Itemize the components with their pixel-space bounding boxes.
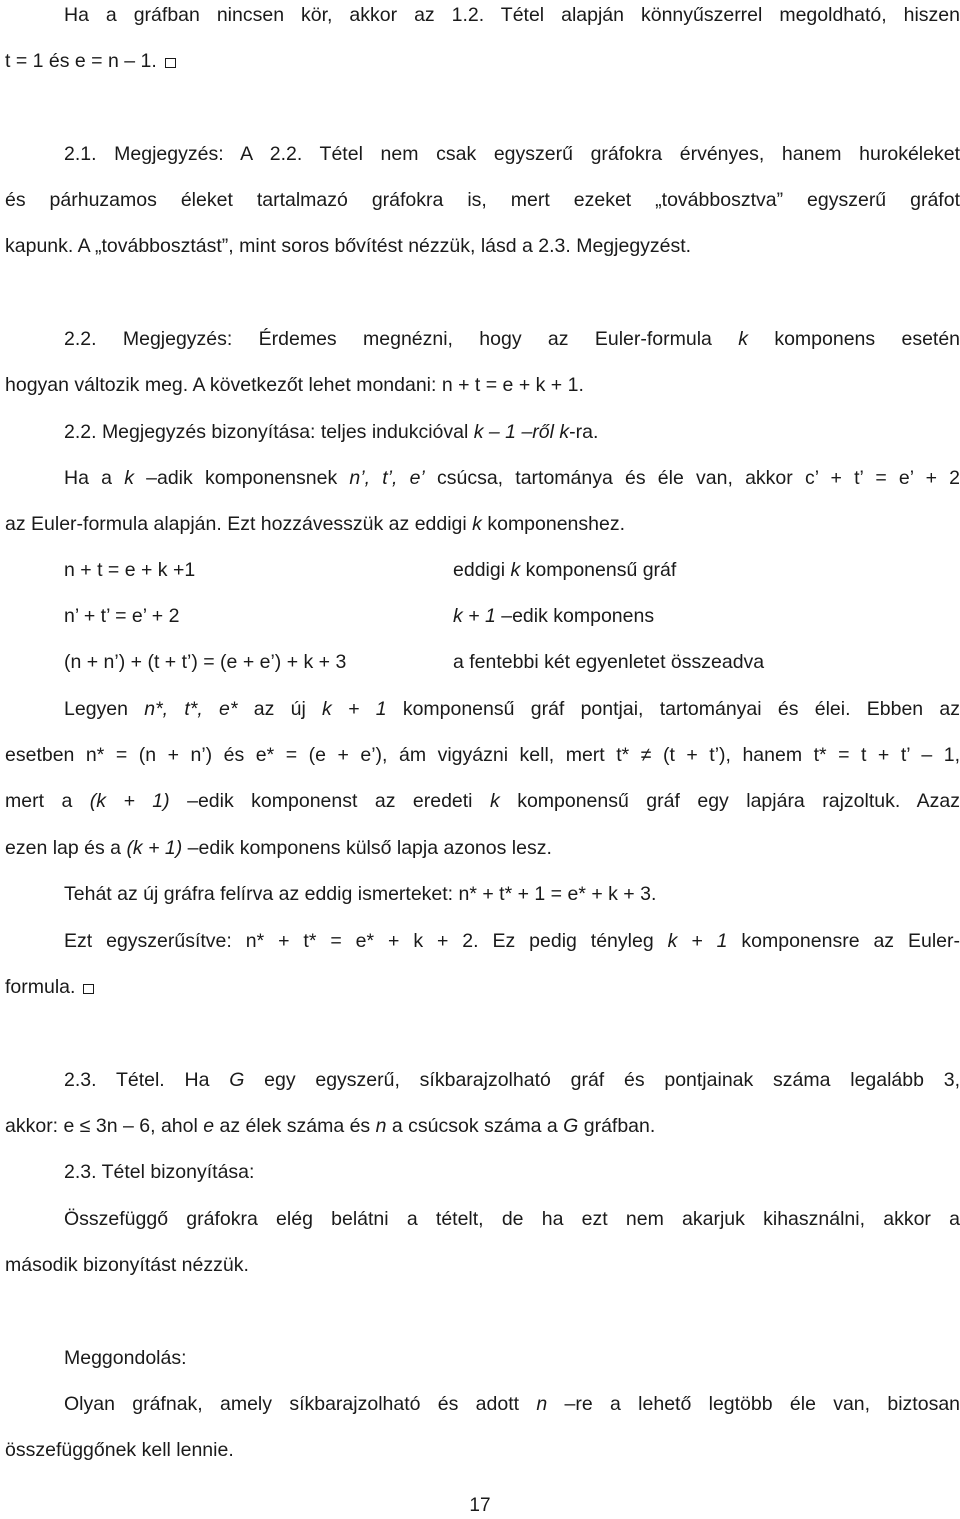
- text-span: komponensre az Euler-: [741, 930, 960, 952]
- text-line: Tehát az új gráfra felírva az eddig ismerteket: n* + t* + 1 = e* + k + 3.: [64, 883, 657, 905]
- text-line: [64, 326, 960, 352]
- text-span: t = 1 és e = n – 1.: [5, 50, 157, 72]
- text-line: [64, 928, 960, 954]
- equation-comment: a fentebbi két egyenletet összeadva: [453, 651, 765, 673]
- italic-var: k: [124, 467, 134, 489]
- text-span: csúcsa, tartománya és éle van, akkor c’ + t’ = e’ + 2: [436, 467, 960, 489]
- text-line: [5, 511, 960, 537]
- italic-var: G: [563, 1115, 579, 1137]
- text-span: ezen lap és a: [5, 837, 122, 859]
- text-span: az élek száma és: [219, 1115, 371, 1137]
- text-span: eddigi: [453, 559, 511, 581]
- italic-var: e: [203, 1115, 215, 1137]
- text-span: komponensű gráf egy lapjára rajzoltuk. Azaz: [517, 790, 960, 812]
- text-span: gráfban.: [583, 1115, 656, 1137]
- italic-var: k + 1: [322, 698, 387, 720]
- italic-var: –ről: [521, 421, 554, 443]
- text-span: a csúcsok száma a: [391, 1115, 558, 1137]
- proof-title: 2.3. Tétel bizonyítása:: [64, 1161, 255, 1183]
- equation-left: (n + n’) + (t + t’) = (e + e’) + k + 3: [64, 651, 347, 673]
- qed-square-icon: [83, 984, 94, 994]
- text-line: Összefüggő gráfokra elég belátni a tételt, de ha ezt nem akarjuk kihasználni, akkor a: [64, 1208, 960, 1230]
- text-span: Ezt egyszerűsítve: n* + t* = e* + k + 2. Ez pedig tényleg: [64, 930, 654, 952]
- equation-comment: [453, 557, 676, 583]
- text-line: Ha a gráfban nincsen kör, akkor az 1.2. Tétel alapján könnyűszerrel megoldható, hiszen: [64, 4, 960, 26]
- italic-var: k: [559, 421, 570, 443]
- text-line: második bizonyítást nézzük.: [5, 1254, 249, 1276]
- text-line: hogyan változik meg. A következőt lehet mondani: n + t = e + k + 1.: [5, 374, 584, 396]
- italic-var: (k + 1): [126, 837, 183, 859]
- text-span: Legyen: [64, 698, 128, 720]
- text-span: Ha a: [64, 467, 112, 489]
- text-span: az Euler-formula alapján. Ezt hozzávesszük az eddigi: [5, 513, 467, 535]
- text-line: [64, 1391, 960, 1417]
- text-line: [5, 835, 960, 861]
- text-line: [5, 788, 960, 814]
- text-line: 2.1. Megjegyzés: A 2.2. Tétel nem csak egyszerű gráfokra érvényes, hanem hurokéleket: [64, 143, 960, 165]
- equation-row: [64, 649, 960, 675]
- text-span: –adik komponensnek: [146, 467, 338, 489]
- equation-left: n’ + t’ = e’ + 2: [64, 605, 180, 627]
- text-line: [5, 974, 960, 1000]
- italic-var: k + 1: [667, 930, 728, 952]
- text-line: és párhuzamos éleket tartalmazó gráfokra is, mert ezeket „továbbosztva” egyszerű gráfot: [5, 189, 960, 211]
- italic-var: k: [489, 790, 500, 812]
- italic-var: (k + 1): [89, 790, 170, 812]
- text-span: 2.3. Tétel. Ha: [64, 1069, 210, 1091]
- text-line: [64, 1067, 960, 1093]
- text-span: formula.: [5, 976, 76, 998]
- italic-var: k: [472, 513, 482, 535]
- text-line: összefüggőnek kell lennie.: [5, 1439, 234, 1461]
- text-line: kapunk. A „továbbosztást”, mint soros bővítést nézzük, lásd a 2.3. Megjegyzést.: [5, 235, 692, 257]
- equation-left: n + t = e + k +1: [64, 559, 196, 581]
- text-line: [5, 1113, 960, 1139]
- text-span: 2.2. Megjegyzés bizonyítása: teljes indukcióval: [64, 421, 469, 443]
- italic-var: k – 1: [473, 421, 517, 443]
- text-line: esetben n* = (n + n’) és e* = (e + e’), ám vigyázni kell, mert t* ≠ (t + t’), hanem t* = t + t’ – 1,: [5, 744, 960, 766]
- qed-square-icon: [165, 58, 176, 68]
- text-line: [64, 419, 960, 445]
- italic-var: k + 1: [453, 605, 496, 627]
- text-span: mert a: [5, 790, 73, 812]
- text-span: -ra.: [569, 421, 599, 443]
- italic-var: G: [229, 1069, 245, 1091]
- text-span: komponensű gráf: [520, 559, 677, 581]
- italic-var: n*, t*, e*: [144, 698, 238, 720]
- italic-var: k: [510, 559, 521, 581]
- text-span: az új: [253, 698, 306, 720]
- italic-var: k: [738, 328, 748, 350]
- text-span: Olyan gráfnak, amely síkbarajzolható és adott: [64, 1393, 520, 1415]
- text-span: –re a lehető legtöbb éle van, biztosan: [564, 1393, 960, 1415]
- equation-row: [64, 557, 960, 583]
- text-span: –edik komponens: [495, 605, 655, 627]
- text-span: egy egyszerű, síkbarajzolható gráf és pontjainak száma legalább 3,: [264, 1069, 960, 1091]
- text-span: komponenshez.: [487, 513, 626, 535]
- text-span: –edik komponenst az eredeti: [187, 790, 473, 812]
- page-number: 17: [469, 1495, 491, 1516]
- text-line: [5, 48, 960, 74]
- text-span: akkor: e ≤ 3n – 6, ahol: [5, 1115, 198, 1137]
- text-span: komponens esetén: [774, 328, 960, 350]
- equation-comment: [453, 603, 654, 629]
- text-line: [64, 465, 960, 491]
- text-line: [64, 696, 960, 722]
- text-span: –edik komponens külső lapja azonos lesz.: [187, 837, 552, 859]
- italic-var: n: [375, 1115, 387, 1137]
- italic-var: n: [536, 1393, 548, 1415]
- equation-row: [64, 603, 960, 629]
- text-span: komponensű gráf pontjai, tartományai és élei. Ebben az: [402, 698, 960, 720]
- italic-var: n’, t’, e’: [349, 467, 425, 489]
- section-title: Meggondolás:: [64, 1347, 187, 1369]
- text-span: 2.2. Megjegyzés: Érdemes megnézni, hogy az Euler-formula: [64, 328, 712, 350]
